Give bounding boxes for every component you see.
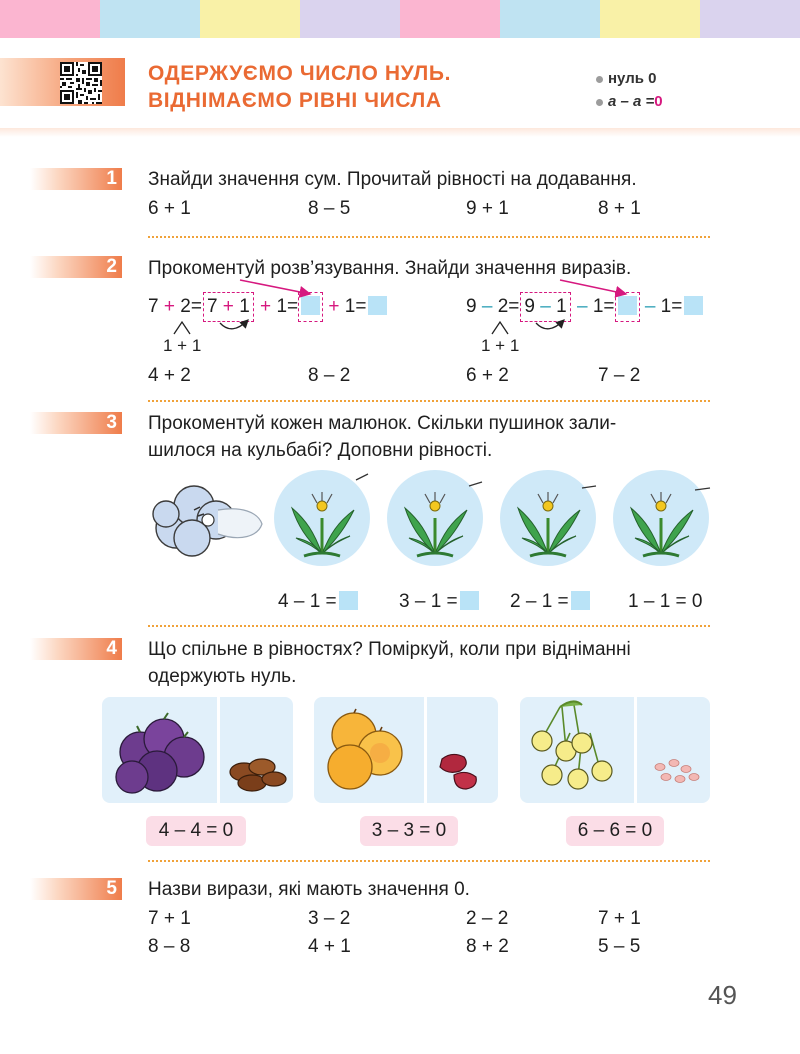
task-number: 5: [106, 878, 117, 899]
task-1-expression: 9 + 1: [466, 198, 509, 219]
dandelion-icon: [500, 470, 596, 566]
task-3-equation: [510, 590, 590, 614]
legend-item-rule: [596, 90, 663, 113]
plums-illustration: [102, 697, 293, 803]
split-label: 1 + 1: [481, 336, 520, 355]
bullet-icon: [596, 99, 603, 106]
operator: +: [328, 296, 340, 317]
task-4-instruction-line-2: одержують нуль.: [148, 666, 297, 687]
strip-segment: [0, 0, 100, 38]
task-2-instruction: Прокоментуй розв’язування. Знайди значення виразів.: [148, 258, 632, 279]
operator: +: [260, 296, 272, 317]
qr-code-icon[interactable]: [60, 62, 102, 104]
strip-segment: [600, 0, 700, 38]
bullet-icon: [596, 76, 603, 83]
equals: =: [508, 296, 520, 317]
mouth-icon: [202, 514, 214, 526]
curved-arrow-icon: [220, 320, 248, 329]
task-5-expression: 7 + 1: [598, 908, 641, 929]
operator: +: [222, 296, 234, 317]
task-3-equation: [399, 590, 479, 614]
operand: 1: [592, 296, 604, 317]
curved-arrow-icon: [536, 320, 564, 329]
operand: 2: [497, 296, 509, 317]
equation-text: 2 – 1 =: [510, 591, 569, 612]
header-divider: [0, 128, 800, 137]
task-3-equation: [278, 590, 358, 614]
operand: 1: [660, 296, 672, 317]
task-number-badge-2: [30, 256, 122, 278]
page-title-line-2: ВІДНІМАЄМО РІВНІ ЧИСЛА: [148, 89, 442, 112]
answer-box[interactable]: [339, 591, 358, 610]
operand: 2: [180, 296, 191, 317]
operator: –: [644, 296, 656, 317]
task-5-expression: 7 + 1: [148, 908, 191, 929]
legend-rule-zero: 0: [654, 93, 663, 110]
page-title: [148, 60, 451, 114]
equals: =: [190, 296, 202, 317]
task-number: 2: [106, 256, 117, 277]
operator: +: [163, 296, 175, 317]
legend-zero-text: нуль 0: [608, 70, 657, 87]
task-1-expression: 6 + 1: [148, 198, 191, 219]
operand: 1: [239, 296, 250, 317]
peaches-illustration: [314, 697, 498, 803]
equation-text: 4 – 1 =: [278, 591, 337, 612]
strip-segment: [100, 0, 200, 38]
top-color-strip: [0, 0, 800, 38]
cherries-illustration: [520, 697, 710, 803]
task-3-instruction-line-2: шилося на кульбабі? Доповни рівності.: [148, 440, 493, 461]
peach-pits-icon: [440, 754, 476, 789]
operator: –: [540, 296, 551, 317]
section-divider: [148, 400, 710, 402]
operator: –: [481, 296, 493, 317]
equals: =: [355, 296, 367, 317]
pink-arrow-icon: [240, 280, 310, 294]
operand: 1: [276, 296, 288, 317]
section-divider: [148, 625, 710, 627]
equals: =: [603, 296, 615, 317]
strip-segment: [700, 0, 800, 38]
notation-legend: [596, 67, 663, 113]
pink-arrow-icon: [560, 280, 626, 294]
operand: 1: [344, 296, 356, 317]
section-divider: [148, 236, 710, 238]
task-3-instruction-line-1: Прокоментуй кожен малюнок. Скільки пушинок зали-: [148, 413, 617, 434]
task-2-expression: 7 – 2: [598, 365, 641, 386]
task-number: 3: [106, 412, 117, 433]
legend-rule-expr: a – a =: [608, 93, 655, 110]
wind-cloud-illustration: [146, 476, 266, 566]
task-number: 1: [106, 168, 117, 189]
operand: 7: [206, 296, 218, 317]
plum-pits-icon: [230, 759, 286, 791]
task-5-expression: 3 – 2: [308, 908, 351, 929]
task-4-equation-badge: 6 – 6 = 0: [566, 816, 664, 846]
task-number-badge-5: [30, 878, 122, 900]
task-5-expression: 5 – 5: [598, 936, 641, 957]
task-4-equation-badge: 3 – 3 = 0: [360, 816, 458, 846]
task-3-equation: 1 – 1 = 0: [628, 591, 703, 612]
dandelion-icon: [274, 470, 370, 566]
strip-segment: [300, 0, 400, 38]
task-2-expression: 4 + 2: [148, 365, 191, 386]
operand: 7: [148, 296, 159, 317]
legend-item-zero: [596, 67, 663, 90]
dandelion-illustrations: [270, 468, 720, 568]
answer-box[interactable]: [571, 591, 590, 610]
task-5-expression: 8 – 8: [148, 936, 191, 957]
equals: =: [671, 296, 683, 317]
strip-segment: [500, 0, 600, 38]
operator: –: [576, 296, 588, 317]
answer-box[interactable]: [460, 591, 479, 610]
task-2-expression: 6 + 2: [466, 365, 509, 386]
task-1-expression: 8 + 1: [598, 198, 641, 219]
task-number-badge-3: [30, 412, 122, 434]
task-1-instruction: Знайди значення сум. Прочитай рівності на додавання.: [148, 169, 637, 190]
dandelion-icon: [387, 470, 483, 566]
task-5-instruction: Назви вирази, які мають значення 0.: [148, 879, 470, 900]
task-4-equation-badge: 4 – 4 = 0: [146, 816, 246, 846]
task-number-badge-1: [30, 168, 122, 190]
equals: =: [287, 296, 299, 317]
operand: 9: [466, 296, 477, 317]
task-5-expression: 4 + 1: [308, 936, 351, 957]
operand: 1: [556, 296, 567, 317]
task-number-badge-4: [30, 638, 122, 660]
operand: 9: [524, 296, 535, 317]
equation-text: 3 – 1 =: [399, 591, 458, 612]
strip-segment: [400, 0, 500, 38]
task-1-expression: 8 – 5: [308, 198, 351, 219]
page-number: 49: [708, 980, 737, 1010]
wind-gust-icon: [218, 509, 262, 538]
task-5-expression: 2 – 2: [466, 908, 509, 929]
page-title-line-1: ОДЕРЖУЄМО ЧИСЛО НУЛЬ.: [148, 62, 452, 85]
task-5-expression: 8 + 2: [466, 936, 509, 957]
cherry-pits-icon: [655, 760, 699, 783]
section-divider: [148, 860, 710, 862]
split-branch-icon: [492, 322, 508, 334]
split-branch-icon: [174, 322, 190, 334]
task-number: 4: [106, 638, 117, 659]
task-2-expression: 8 – 2: [308, 365, 351, 386]
strip-segment: [200, 0, 300, 38]
split-label: 1 + 1: [163, 336, 202, 355]
dandelion-icon: [613, 470, 709, 566]
task-4-instruction-line-1: Що спільне в рівностях? Поміркуй, коли при відніманні: [148, 639, 631, 660]
